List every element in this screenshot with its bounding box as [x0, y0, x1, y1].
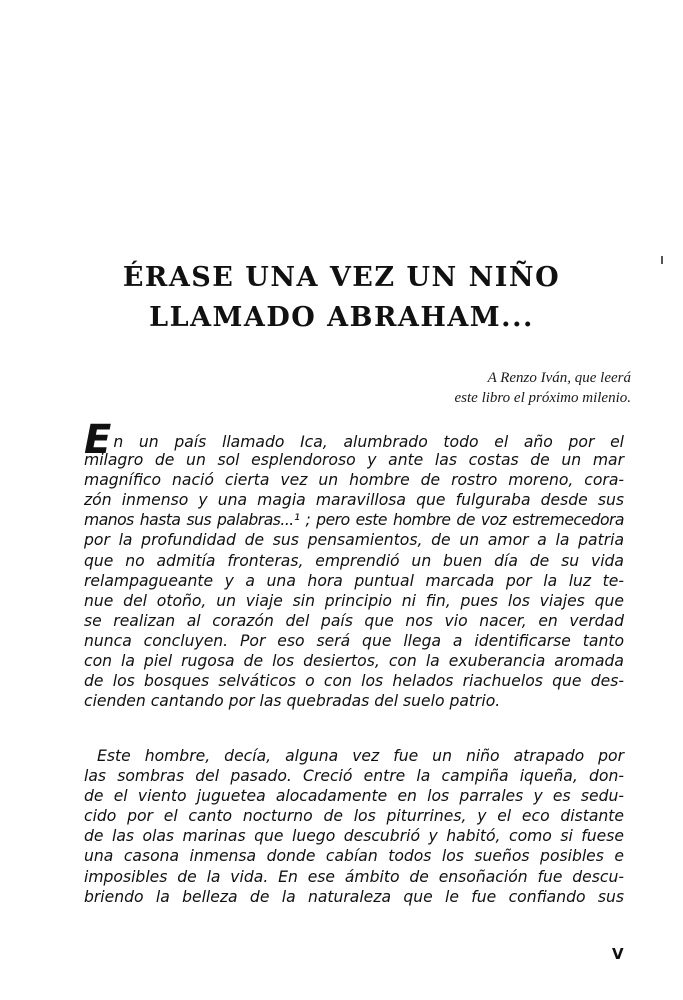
- paragraph-line: por la profundidad de sus pensamientos, de un amor a la patria: [84, 531, 624, 550]
- paragraph-line: imposibles de la vida. En ese ámbito de ensoñación fue descu-: [84, 867, 624, 886]
- dedication-line: este libro el próximo milenio.: [454, 390, 631, 406]
- paragraph-line: relampagueante y a una hora puntual marcada por la luz te-: [84, 571, 624, 590]
- paragraph-line: de las olas marinas que luego descubrió y habitó, como si fuese: [84, 827, 624, 846]
- chapter-title-line-1: ÉRASE UNA VEZ UN NIÑO: [122, 262, 561, 293]
- paragraph-line: de los bosques selváticos o con los helados riachuelos que des-: [84, 672, 624, 691]
- paragraph-line: nue del otoño, un viaje sin principio ni fin, pues los viajes que: [84, 591, 624, 610]
- paragraph-line: cienden cantando por las quebradas del suelo patrio.: [84, 692, 501, 711]
- paragraph-line: que no admitía fronteras, emprendió un buen día de su vida: [84, 551, 624, 570]
- paragraph-line: cido por el canto nocturno de los piturrines, y el eco distante: [84, 807, 624, 826]
- paragraph-line: nunca concluyen. Por eso será que llega a identificarse tanto: [84, 631, 624, 650]
- paragraph-line: de el viento juguetea alocadamente en los parrales y es sedu-: [84, 787, 624, 806]
- paragraph-line: briendo la belleza de la naturaleza que le fue confiando sus: [84, 887, 624, 906]
- paragraph-line: zón inmenso y una magia maravillosa que fulguraba desde sus: [84, 491, 624, 510]
- paragraph-line: manos hasta sus palabras...¹ ; pero este hombre de voz estremecedora: [84, 511, 624, 530]
- paragraph-2: [84, 746, 624, 907]
- paragraph-1: [84, 417, 624, 711]
- paragraph-line: con la piel rugosa de los desiertos, con la exuberancia aromada: [84, 652, 624, 671]
- paragraph-line: magnífico nació cierta vez un hombre de rostro moreno, cora-: [84, 471, 624, 490]
- paragraph-line: Este hombre, decía, alguna vez fue un niño atrapado por: [97, 747, 624, 765]
- drop-cap: E: [84, 417, 112, 463]
- paragraph-line: una casona inmensa donde cabían todos los sueños posibles e: [84, 847, 624, 866]
- dedication-line: A Renzo Iván, que leerá: [487, 370, 631, 386]
- paragraph-line: las sombras del pasado. Creció entre la campiña iqueña, don-: [84, 767, 624, 786]
- page-number: V: [612, 945, 624, 963]
- paragraph-line: se realizan al corazón del país que nos vio nacer, en verdad: [84, 611, 624, 630]
- dedication: [455, 368, 632, 408]
- paragraph-line: milagro de un sol esplendoroso y ante las costas de un mar: [84, 451, 624, 470]
- paragraph-line-text: n un país llamado Ica, alumbrado todo el año por el: [113, 433, 624, 451]
- chapter-title-line-2: LLAMADO ABRAHAM...: [149, 302, 534, 333]
